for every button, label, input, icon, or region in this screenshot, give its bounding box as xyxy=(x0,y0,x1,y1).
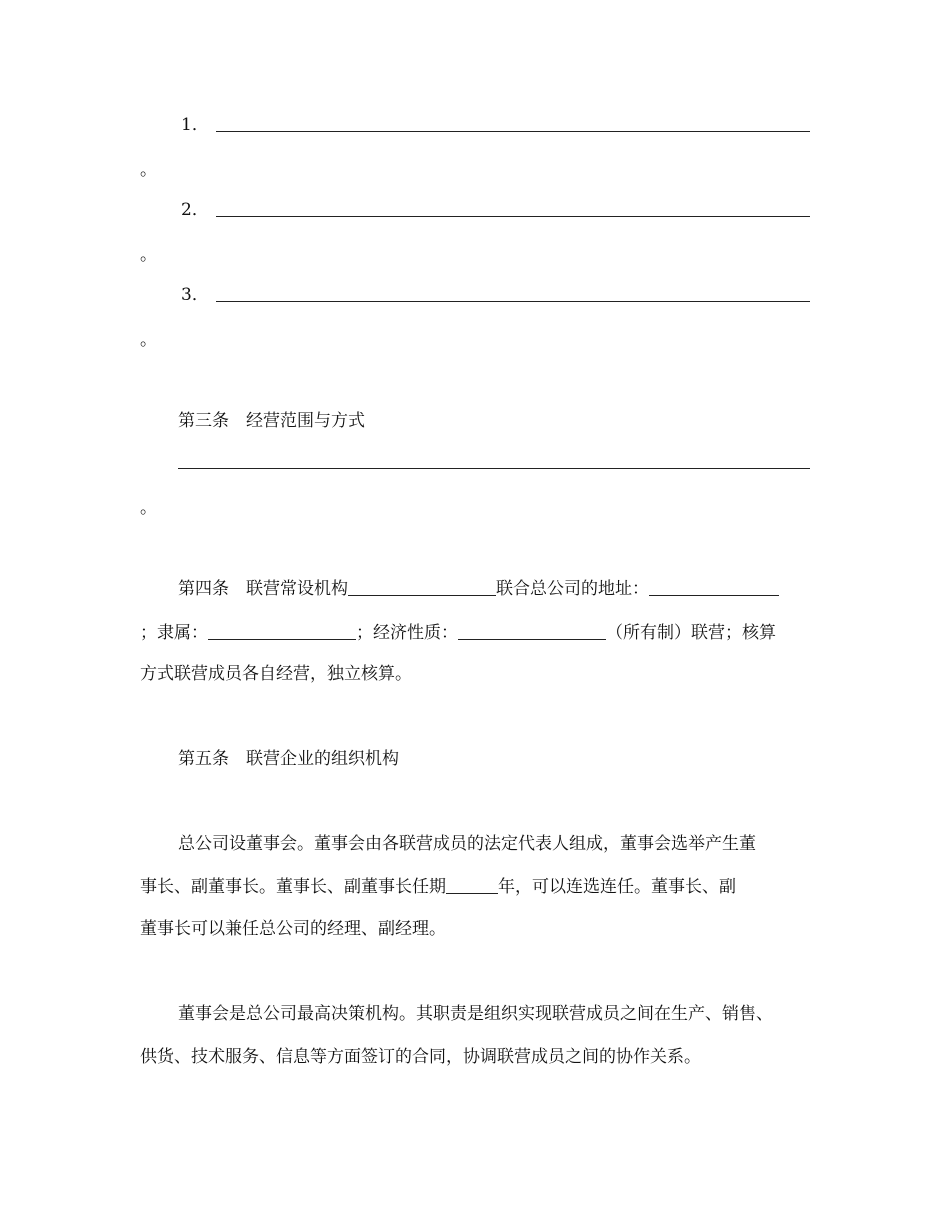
item-number: 2． xyxy=(181,200,209,220)
paragraph-line xyxy=(140,879,736,896)
article-3-period: 。 xyxy=(140,498,157,518)
article-5-heading: 第五条 联营企业的组织机构 xyxy=(178,749,399,769)
article-4-line-1 xyxy=(178,581,779,598)
article-4-line-3: 方式联营成员各自经营，独立核算。 xyxy=(140,664,412,684)
address-label: 联合总公司的地址： xyxy=(496,579,649,599)
item-period: 。 xyxy=(140,160,157,180)
affiliation-label: ；隶属： xyxy=(140,623,208,643)
fill-in-blank-line[interactable] xyxy=(216,216,810,217)
institution-blank[interactable] xyxy=(348,581,496,596)
economic-nature-blank[interactable] xyxy=(458,625,606,640)
ownership-label: （所有制）联营；核算 xyxy=(606,623,776,643)
paragraph-line: 总公司设董事会。董事会由各联营成员的法定代表人组成，董事会选举产生董 xyxy=(178,834,756,854)
item-period: 。 xyxy=(140,245,157,265)
item-period: 。 xyxy=(140,330,157,350)
fill-in-blank-line[interactable] xyxy=(216,301,810,302)
item-number: 3． xyxy=(181,285,209,305)
article-4-label: 第四条 联营常设机构 xyxy=(178,579,348,599)
item-number: 1． xyxy=(181,115,209,135)
term-suffix: 年，可以连选连任。董事长、副 xyxy=(498,877,736,897)
article-3-heading: 第三条 经营范围与方式 xyxy=(178,411,365,431)
address-blank[interactable] xyxy=(649,581,779,596)
fill-in-blank-line[interactable] xyxy=(178,468,810,469)
paragraph-line: 董事会是总公司最高决策机构。其职责是组织实现联营成员之间在生产、销售、 xyxy=(178,1004,773,1024)
fill-in-blank-line[interactable] xyxy=(216,131,810,132)
article-4-line-2 xyxy=(140,625,776,642)
paragraph-line: 供货、技术服务、信息等方面签订的合同，协调联营成员之间的协作关系。 xyxy=(140,1047,701,1067)
term-label: 事长、副董事长。董事长、副董事长任期 xyxy=(140,877,446,897)
economic-nature-label: ；经济性质： xyxy=(356,623,458,643)
affiliation-blank[interactable] xyxy=(208,625,356,640)
paragraph-line: 董事长可以兼任总公司的经理、副经理。 xyxy=(140,919,446,939)
term-years-blank[interactable] xyxy=(446,879,498,894)
